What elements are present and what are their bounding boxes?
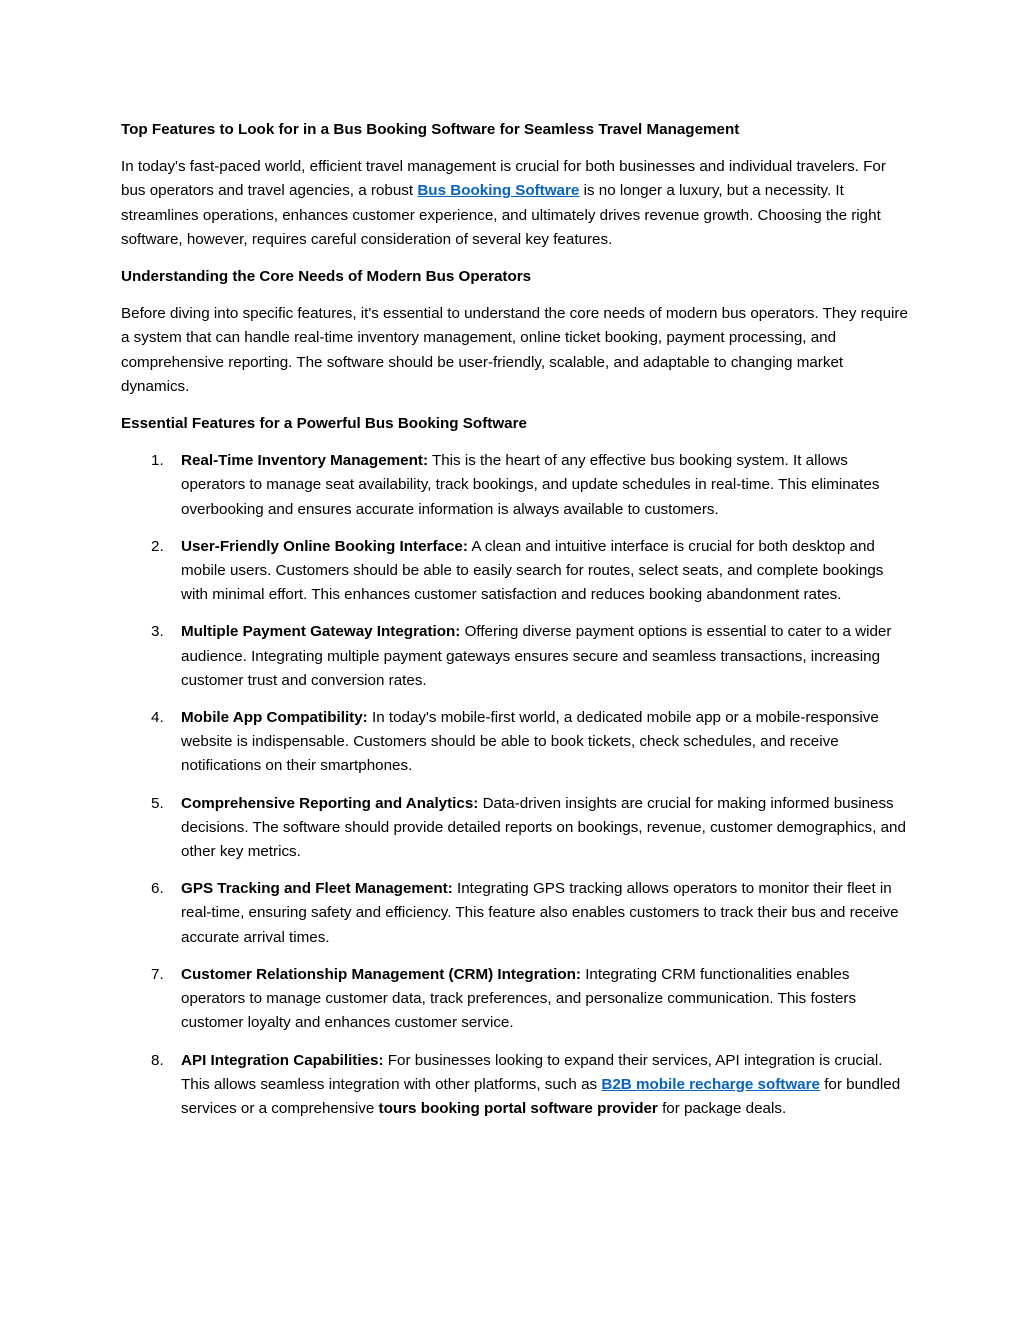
feature-text: In today's mobile-first world, a dedicated mobile app or a mobile-responsive website is indispensable. Customers should be able to book tickets, check schedules, and receive notifications on their smartphones.	[181, 709, 879, 775]
features-heading: Essential Features for a Powerful Bus Booking Software	[121, 415, 527, 433]
feature-item-2	[121, 535, 911, 608]
core-needs-paragraph: Before diving into specific features, it's essential to understand the core needs of modern bus operators. They require a system that can handle real-time inventory management, online ticket booking, payment processing, and comprehensive reporting. The software should be user-friendly, scalable, and adaptable to changing market dynamics.	[121, 305, 908, 395]
tours-portal-bold-text: tours booking portal software provider	[378, 1099, 658, 1117]
feature-title: Comprehensive Reporting and Analytics:	[181, 794, 479, 812]
features-list	[121, 449, 911, 1121]
document-title: Top Features to Look for in a Bus Booking Software for Seamless Travel Management	[121, 121, 740, 138]
list-number: 4.	[151, 709, 164, 727]
feature-title: GPS Tracking and Fleet Management:	[181, 880, 453, 898]
feature-text: For businesses looking to expand their services, API integration is crucial. This allows seamless integration with other platforms, such as	[181, 1051, 883, 1093]
list-number: 8.	[151, 1051, 164, 1069]
feature-text: Integrating CRM functionalities enables operators to manage customer data, track preferences, and personalize communication. This fosters customer loyalty and enhances customer service.	[181, 965, 857, 1032]
feature-item-5	[121, 792, 911, 865]
feature-title: Real-Time Inventory Management:	[181, 452, 428, 470]
feature-item-4	[121, 706, 911, 779]
feature-title: Mobile App Compatibility:	[181, 709, 368, 727]
feature-item-8	[121, 1049, 911, 1122]
list-number: 3.	[151, 623, 164, 641]
intro-text-after-link: is no longer a luxury, but a necessity. It streamlines operations, enhances customer experience, and ultimately drives revenue growth. Choosing the right software, however, requires careful consideration of several key features.	[121, 182, 881, 248]
feature-item-6	[121, 877, 911, 950]
bus-booking-software-link[interactable]: Bus Booking Software	[417, 182, 580, 200]
feature-text: for bundled services or a comprehensive	[181, 1075, 901, 1117]
feature-text: A clean and intuitive interface is crucial for both desktop and mobile users. Customers should be able to easily search for routes, select seats, and complete bookings with minimal effort. This enhances customer satisfaction and reduces booking abandonment rates.	[181, 537, 884, 604]
feature-title: API Integration Capabilities:	[181, 1051, 384, 1069]
feature-text: This is the heart of any effective bus booking system. It allows operators to manage seat availability, track bookings, and update schedules in real-time. This eliminates overbooking and ensures accurate information is always available to customers.	[181, 452, 880, 518]
list-number: 6.	[151, 880, 164, 898]
feature-text: Data-driven insights are crucial for making informed business decisions. The software should provide detailed reports on bookings, revenue, customer demographics, and other key metrics.	[181, 794, 906, 861]
feature-text: Offering diverse payment options is essential to cater to a wider audience. Integrating multiple payment gateways ensures secure and seamless transactions, increasing customer trust and conversion rates.	[181, 623, 892, 689]
feature-item-3	[121, 620, 911, 693]
intro-paragraph	[121, 155, 911, 252]
core-needs-heading: Understanding the Core Needs of Modern Bus Operators	[121, 268, 532, 286]
list-number: 1.	[151, 452, 164, 470]
list-number: 2.	[151, 537, 164, 555]
intro-text-before-link: In today's fast-paced world, efficient travel management is crucial for both businesses and individual travelers. For bus operators and travel agencies, a robust	[121, 158, 886, 200]
feature-item-1	[121, 449, 911, 522]
feature-item-7	[121, 963, 911, 1036]
feature-title: Customer Relationship Management (CRM) Integration:	[181, 965, 581, 983]
feature-title: User-Friendly Online Booking Interface:	[181, 537, 468, 555]
b2b-mobile-recharge-link[interactable]: B2B mobile recharge software	[601, 1075, 820, 1093]
list-number: 7.	[151, 965, 164, 983]
document-page	[121, 118, 911, 1134]
feature-text: Integrating GPS tracking allows operators to monitor their fleet in real-time, ensuring safety and efficiency. This feature also enables customers to track their bus and receive accurate arrival times.	[181, 880, 899, 946]
list-number: 5.	[151, 794, 164, 812]
feature-text: for package deals.	[657, 1099, 787, 1117]
feature-title: Multiple Payment Gateway Integration:	[181, 623, 461, 641]
